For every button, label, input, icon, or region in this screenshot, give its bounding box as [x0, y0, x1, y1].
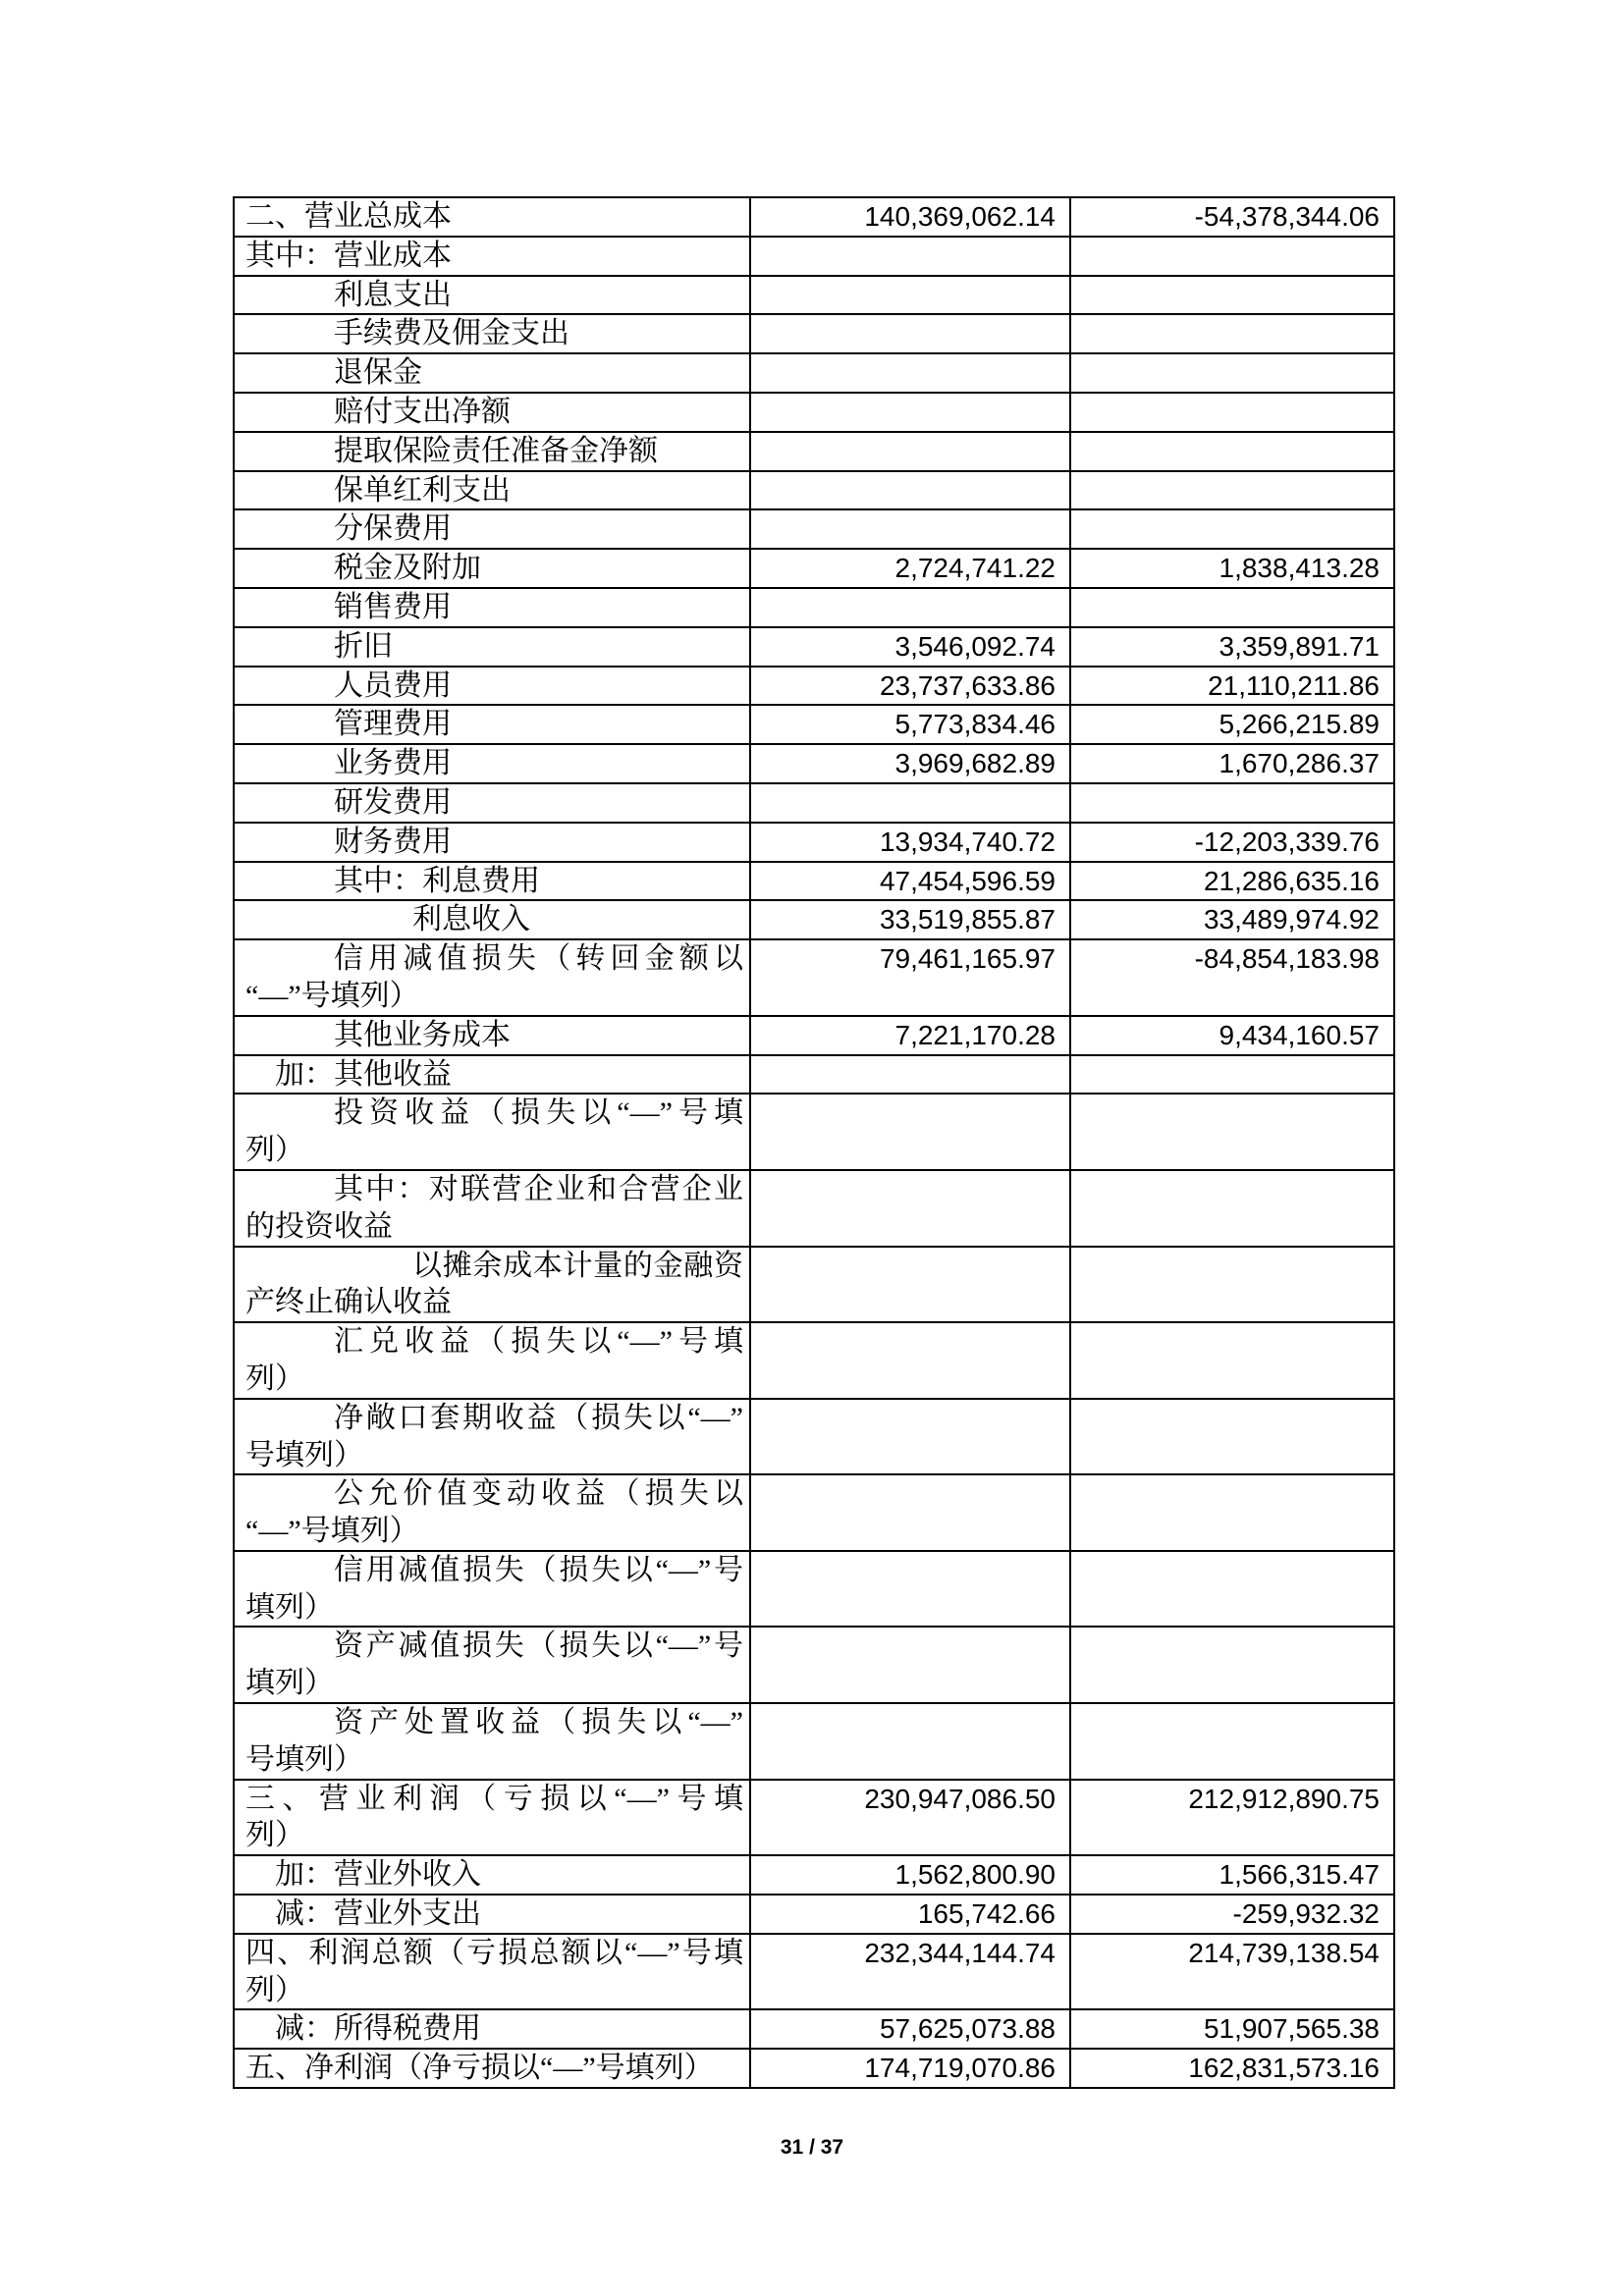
table-row — [234, 2009, 1394, 2049]
row-label-line: 公允价值变动收益（损失以 — [334, 1477, 743, 1511]
row-label-line: 管理费用 — [334, 708, 452, 741]
row-label-cell — [234, 862, 750, 901]
row-value1-cell: 174,719,070.86 — [750, 2049, 1070, 2088]
table-row — [234, 1934, 1394, 2010]
row-value1-cell: 57,625,073.88 — [750, 2009, 1070, 2049]
row-value2-cell — [1070, 1055, 1394, 1095]
row-label-cell — [234, 627, 750, 667]
row-label-line: 汇兑收益（损失以“—”号填 — [334, 1325, 743, 1359]
row-label-cell — [234, 1627, 750, 1703]
row-label-cell — [234, 783, 750, 823]
row-label-line: 号填列） — [245, 1438, 363, 1471]
row-label-cell — [234, 705, 750, 744]
table-row — [234, 1247, 1394, 1323]
row-label-cell — [234, 1322, 750, 1399]
row-value2-cell — [1070, 353, 1394, 393]
row-value2-cell: -12,203,339.76 — [1070, 823, 1394, 862]
table-row — [234, 197, 1394, 237]
row-label-line: 列） — [245, 1819, 304, 1852]
row-label-line: 列） — [245, 1362, 304, 1395]
row-value2-cell: 1,670,286.37 — [1070, 744, 1394, 783]
row-label-line: 保单红利支出 — [334, 473, 511, 507]
row-label-line: 利息支出 — [334, 278, 452, 311]
table-row — [234, 1855, 1394, 1895]
row-value1-cell — [750, 588, 1070, 627]
row-label-cell — [234, 1703, 750, 1780]
row-label-cell — [234, 939, 750, 1016]
table-row — [234, 1322, 1394, 1399]
row-label-line: 减：营业外支出 — [275, 1897, 481, 1931]
row-value1-cell: 23,737,633.86 — [750, 667, 1070, 706]
row-value1-cell — [750, 509, 1070, 549]
row-value1-cell — [750, 314, 1070, 353]
row-value1-cell: 7,221,170.28 — [750, 1016, 1070, 1055]
row-value1-cell: 140,369,062.14 — [750, 197, 1070, 237]
row-label-line: 信用减值损失（损失以“—”号 — [334, 1553, 743, 1586]
row-value1-cell: 33,519,855.87 — [750, 900, 1070, 939]
table-row — [234, 939, 1394, 1016]
row-label-line: 加：其他收益 — [275, 1057, 452, 1091]
table-row — [234, 1399, 1394, 1475]
row-value2-cell: 1,838,413.28 — [1070, 549, 1394, 588]
row-value2-cell — [1070, 1247, 1394, 1323]
row-label-line: 人员费用 — [334, 668, 452, 702]
row-label-cell — [234, 432, 750, 471]
row-value2-cell: 5,266,215.89 — [1070, 705, 1394, 744]
row-label-cell — [234, 314, 750, 353]
row-label-line: 业务费用 — [334, 747, 452, 780]
row-value1-cell: 230,947,086.50 — [750, 1780, 1070, 1856]
row-value1-cell — [750, 1474, 1070, 1551]
row-value1-cell — [750, 1170, 1070, 1247]
table-row — [234, 1895, 1394, 1934]
row-label-cell — [234, 2049, 750, 2088]
row-value1-cell — [750, 471, 1070, 510]
table-row — [234, 237, 1394, 276]
row-value2-cell: -54,378,344.06 — [1070, 197, 1394, 237]
table-row — [234, 432, 1394, 471]
table-row — [234, 900, 1394, 939]
row-label-cell — [234, 1855, 750, 1895]
row-value2-cell — [1070, 1474, 1394, 1551]
table-row — [234, 393, 1394, 432]
table-row — [234, 1703, 1394, 1780]
row-value1-cell — [750, 276, 1070, 315]
row-value1-cell — [750, 1703, 1070, 1780]
table-row — [234, 862, 1394, 901]
row-label-line: 投资收益（损失以“—”号填 — [334, 1096, 743, 1130]
row-label-cell — [234, 353, 750, 393]
row-label-cell — [234, 1895, 750, 1934]
row-label-line: 号填列） — [245, 1742, 363, 1776]
table-row — [234, 1627, 1394, 1703]
row-label-line: 其他业务成本 — [334, 1018, 511, 1051]
row-label-cell — [234, 471, 750, 510]
table-row — [234, 588, 1394, 627]
row-value1-cell: 1,562,800.90 — [750, 1855, 1070, 1895]
row-value2-cell — [1070, 471, 1394, 510]
row-label-cell — [234, 588, 750, 627]
row-value2-cell: 21,110,211.86 — [1070, 667, 1394, 706]
row-label-line: 净敞口套期收益（损失以“—” — [334, 1401, 743, 1434]
row-value2-cell: 214,739,138.54 — [1070, 1934, 1394, 2010]
table-row — [234, 1780, 1394, 1856]
table-row — [234, 471, 1394, 510]
row-label-cell — [234, 1016, 750, 1055]
row-label-cell — [234, 549, 750, 588]
row-label-cell — [234, 1055, 750, 1095]
row-label-cell — [234, 1934, 750, 2010]
row-value2-cell — [1070, 237, 1394, 276]
row-label-cell — [234, 393, 750, 432]
table-row — [234, 1170, 1394, 1247]
row-label-cell — [234, 2009, 750, 2049]
row-value2-cell: 9,434,160.57 — [1070, 1016, 1394, 1055]
row-label-line: 二、营业总成本 — [245, 200, 452, 233]
table-row — [234, 667, 1394, 706]
row-value1-cell — [750, 393, 1070, 432]
row-label-line: 列） — [245, 1973, 304, 2006]
row-value2-cell: -84,854,183.98 — [1070, 939, 1394, 1016]
row-value2-cell: 212,912,890.75 — [1070, 1780, 1394, 1856]
row-label-line: 财务费用 — [334, 825, 452, 858]
row-label-line: 减：所得税费用 — [275, 2012, 481, 2046]
row-label-line: 研发费用 — [334, 785, 452, 819]
row-label-cell — [234, 667, 750, 706]
row-label-cell — [234, 276, 750, 315]
row-value1-cell — [750, 783, 1070, 823]
row-value2-cell — [1070, 509, 1394, 549]
row-label-line: 手续费及佣金支出 — [334, 317, 569, 350]
table-row — [234, 1474, 1394, 1551]
table-row — [234, 1016, 1394, 1055]
table-row — [234, 509, 1394, 549]
row-value2-cell — [1070, 393, 1394, 432]
row-value1-cell: 13,934,740.72 — [750, 823, 1070, 862]
row-value1-cell — [750, 1627, 1070, 1703]
row-label-line: 赔付支出净额 — [334, 395, 511, 428]
row-label-line: 退保金 — [334, 356, 422, 390]
row-value1-cell: 3,969,682.89 — [750, 744, 1070, 783]
row-value2-cell: 3,359,891.71 — [1070, 627, 1394, 667]
table-row — [234, 1055, 1394, 1095]
row-label-cell — [234, 900, 750, 939]
row-label-line: 税金及附加 — [334, 552, 481, 585]
row-value1-cell — [750, 1322, 1070, 1399]
row-label-cell — [234, 744, 750, 783]
row-value2-cell: 162,831,573.16 — [1070, 2049, 1394, 2088]
row-label-line: 的投资收益 — [245, 1209, 393, 1243]
row-label-cell — [234, 237, 750, 276]
row-value2-cell: 51,907,565.38 — [1070, 2009, 1394, 2049]
row-value2-cell — [1070, 1322, 1394, 1399]
table-row — [234, 705, 1394, 744]
row-label-cell — [234, 1094, 750, 1170]
row-label-line: 销售费用 — [334, 590, 452, 623]
row-value2-cell: 21,286,635.16 — [1070, 862, 1394, 901]
row-label-line: “—”号填列） — [245, 979, 419, 1012]
row-label-line: 信用减值损失（转回金额以 — [334, 942, 743, 976]
row-label-cell — [234, 1399, 750, 1475]
row-value1-cell: 165,742.66 — [750, 1895, 1070, 1934]
table-row — [234, 314, 1394, 353]
row-value2-cell — [1070, 432, 1394, 471]
row-label-line: 资产减值损失（损失以“—”号 — [334, 1629, 743, 1663]
row-value2-cell: -259,932.32 — [1070, 1895, 1394, 1934]
row-label-line: 其中：对联营企业和合营企业 — [334, 1172, 743, 1205]
row-value1-cell: 5,773,834.46 — [750, 705, 1070, 744]
row-value1-cell: 79,461,165.97 — [750, 939, 1070, 1016]
table-row — [234, 744, 1394, 783]
row-value2-cell — [1070, 1703, 1394, 1780]
table-row — [234, 2049, 1394, 2088]
row-label-cell — [234, 1551, 750, 1628]
row-value1-cell: 2,724,741.22 — [750, 549, 1070, 588]
row-label-cell — [234, 509, 750, 549]
row-value2-cell — [1070, 783, 1394, 823]
row-value1-cell — [750, 1055, 1070, 1095]
row-label-cell — [234, 1780, 750, 1856]
row-label-line: 提取保险责任准备金净额 — [334, 434, 658, 467]
income-statement-table — [233, 196, 1395, 2089]
table-row — [234, 627, 1394, 667]
row-label-line: 以摊余成本计量的金融资 — [412, 1249, 743, 1282]
row-label-line: “—”号填列） — [245, 1515, 419, 1548]
row-label-cell — [234, 197, 750, 237]
table-row — [234, 823, 1394, 862]
table-row — [234, 549, 1394, 588]
row-value2-cell: 1,566,315.47 — [1070, 1855, 1394, 1895]
row-value2-cell — [1070, 1094, 1394, 1170]
row-label-line: 折旧 — [334, 629, 393, 663]
row-label-line: 四、利润总额（亏损总额以“—”号填 — [245, 1936, 743, 1969]
row-label-line: 三、营业利润（亏损以“—”号填 — [245, 1782, 743, 1815]
row-label-line: 填列） — [245, 1590, 334, 1624]
row-value1-cell — [750, 237, 1070, 276]
row-value2-cell — [1070, 1551, 1394, 1628]
row-label-cell — [234, 1247, 750, 1323]
table-row — [234, 353, 1394, 393]
row-value2-cell — [1070, 314, 1394, 353]
row-label-line: 其中：营业成本 — [245, 239, 452, 272]
row-value2-cell — [1070, 1627, 1394, 1703]
row-label-line: 其中：利息费用 — [334, 864, 540, 897]
table-row — [234, 276, 1394, 315]
row-value1-cell — [750, 1247, 1070, 1323]
row-value2-cell: 33,489,974.92 — [1070, 900, 1394, 939]
row-value1-cell: 232,344,144.74 — [750, 1934, 1070, 2010]
table-row — [234, 783, 1394, 823]
row-value1-cell — [750, 1399, 1070, 1475]
table-row — [234, 1094, 1394, 1170]
row-label-cell — [234, 1170, 750, 1247]
row-label-cell — [234, 1474, 750, 1551]
row-label-line: 填列） — [245, 1667, 334, 1700]
row-value1-cell — [750, 1094, 1070, 1170]
row-label-line: 列） — [245, 1134, 304, 1167]
row-label-line: 产终止确认收益 — [245, 1286, 452, 1319]
row-value2-cell — [1070, 1399, 1394, 1475]
row-value1-cell — [750, 1551, 1070, 1628]
row-value2-cell — [1070, 588, 1394, 627]
row-label-cell — [234, 823, 750, 862]
row-value1-cell: 47,454,596.59 — [750, 862, 1070, 901]
row-label-line: 五、净利润（净亏损以“—”号填列） — [245, 2052, 714, 2085]
row-value2-cell — [1070, 276, 1394, 315]
row-label-line: 利息收入 — [412, 903, 530, 936]
row-value1-cell — [750, 353, 1070, 393]
table-body — [234, 197, 1394, 2088]
row-label-line: 资产处置收益（损失以“—” — [334, 1706, 743, 1739]
page-number: 31 / 37 — [780, 2136, 844, 2159]
row-value1-cell: 3,546,092.74 — [750, 627, 1070, 667]
row-value2-cell — [1070, 1170, 1394, 1247]
table-row — [234, 1551, 1394, 1628]
row-label-line: 分保费用 — [334, 512, 452, 546]
row-value1-cell — [750, 432, 1070, 471]
row-label-line: 加：营业外收入 — [275, 1858, 481, 1892]
